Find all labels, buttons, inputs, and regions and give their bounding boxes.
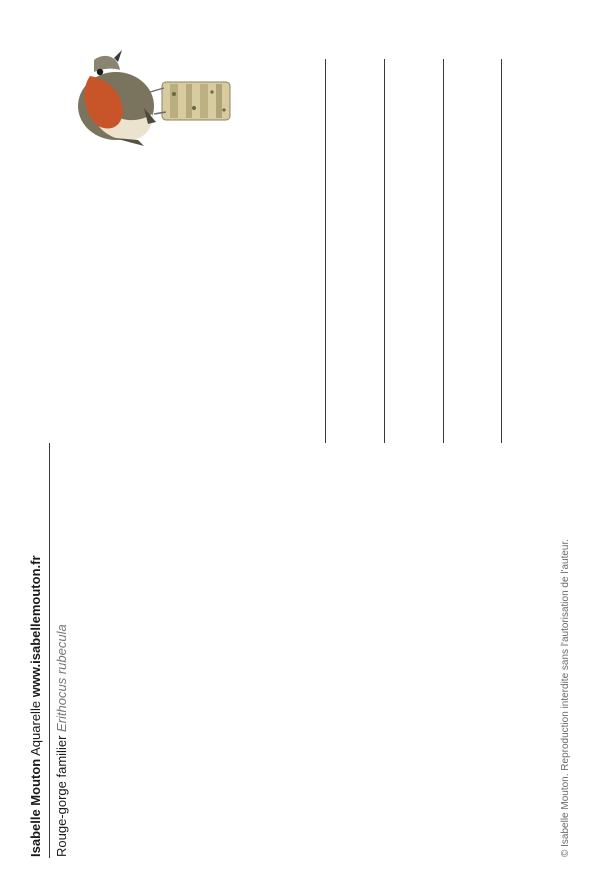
species-latin-name: Erithocus rubecula [54,624,69,732]
species-line [54,624,69,857]
robin-illustration [74,48,234,152]
species-common-name: Rouge-gorge familier [54,735,69,857]
feeder [150,82,230,120]
medium-label: Aquarelle [28,700,43,756]
robin-on-feeder-icon [74,48,234,152]
address-line-4 [501,59,502,443]
credit-line [28,555,43,857]
copyright-notice: © Isabelle Mouton. Reproduction interdite sans l'autorisation de l'auteur. [560,538,571,857]
artist-name: Isabelle Mouton [28,758,43,857]
header-divider [49,443,50,858]
address-line-2 [384,59,385,443]
address-line-3 [443,59,444,443]
address-line-1 [325,59,326,443]
website-link: www.isabellemouton.fr [28,555,43,698]
robin [78,50,156,146]
